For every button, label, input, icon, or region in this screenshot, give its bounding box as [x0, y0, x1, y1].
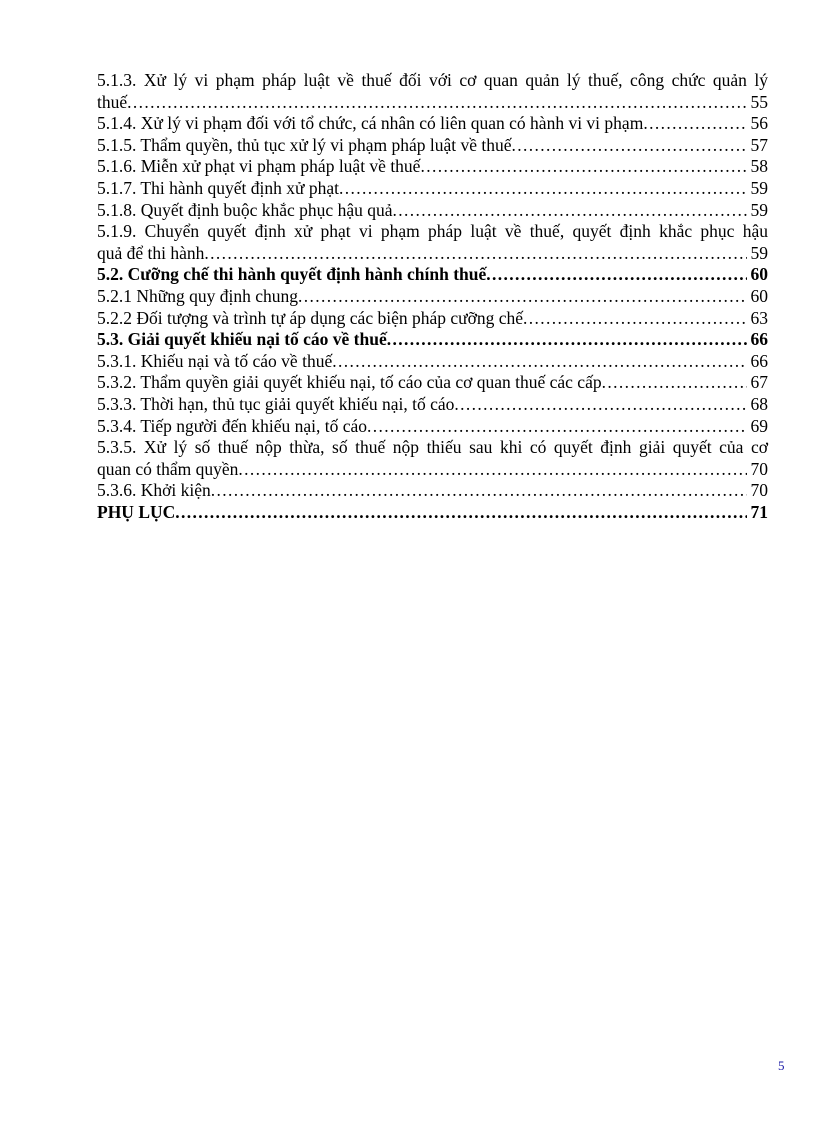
toc-entry: [97, 329, 768, 351]
toc-leader-dots: [486, 264, 747, 286]
toc-page-number: 66: [750, 350, 768, 371]
toc-entry: [97, 394, 768, 416]
toc-entry: [97, 372, 768, 394]
toc-leader-dots: [512, 135, 747, 157]
toc-entry: [97, 221, 768, 264]
toc-leader-dots: [127, 92, 747, 114]
toc-entry-text: 5.1.4. Xử lý vi phạm đối với tổ chức, cá nhân có liên quan có hành vi vi phạm: [97, 113, 644, 134]
toc-entry: [97, 113, 768, 135]
toc-page-number: 63: [750, 307, 768, 328]
toc-page-number: 70: [750, 480, 768, 501]
toc-leader-dots: [298, 286, 747, 308]
toc-entry: [97, 156, 768, 178]
toc-page-number: 55: [750, 91, 768, 112]
toc-entry-text: thuế: [97, 91, 128, 112]
toc-entry-text: 5.3.3. Thời hạn, thủ tục giải quyết khiếu nại, tố cáo: [97, 393, 455, 414]
toc-leader-dots: [602, 372, 747, 394]
toc-leader-dots: [523, 308, 747, 330]
toc-leader-dots: [238, 459, 747, 481]
toc-page-number: 67: [750, 372, 768, 393]
toc-entry-text: 5.1.6. Miễn xử phạt vi phạm pháp luật về thuế: [97, 156, 421, 177]
toc-page-number: 56: [750, 113, 768, 134]
toc-entry-text-line1: 5.1.3. Xử lý vi phạm pháp luật về thuế đối với cơ quan quản lý thuế, công chức quản lý: [97, 70, 768, 90]
toc-page-number: 57: [750, 134, 768, 155]
toc-entry-text: 5.1.7. Thi hành quyết định xử phạt: [97, 177, 339, 198]
toc-entry-text: quan có thẩm quyền: [97, 458, 239, 479]
toc-entry-text: 5.3.6. Khởi kiện: [97, 480, 211, 501]
toc-entry-text: 5.2.1 Những quy định chung: [97, 285, 299, 306]
toc-entry-text-line1: 5.1.9. Chuyển quyết định xử phạt vi phạm pháp luật về thuế, quyết định khắc phục hậu: [97, 221, 768, 242]
toc-entry-text: 5.2.2 Đối tượng và trình tự áp dụng các biện pháp cưỡng chế: [97, 307, 524, 328]
toc-leader-dots: [175, 502, 747, 524]
table-of-contents: [97, 70, 768, 523]
toc-entry-text: 5.3.4. Tiếp người đến khiếu nại, tố cáo: [97, 415, 368, 436]
toc-leader-dots: [392, 200, 747, 222]
toc-leader-dots: [204, 243, 747, 265]
toc-page-number: 70: [750, 458, 768, 479]
toc-entry-text-line1: 5.3.5. Xử lý số thuế nộp thừa, số thuế nộp thiếu sau khi có quyết định giải quyết của cơ: [97, 437, 768, 458]
toc-leader-dots: [387, 329, 747, 351]
toc-entry-text: 5.1.8. Quyết định buộc khắc phục hậu quả: [97, 199, 393, 220]
toc-entry: [97, 286, 768, 308]
toc-page-number: 59: [750, 177, 768, 198]
toc-leader-dots: [211, 480, 747, 502]
toc-leader-dots: [420, 156, 747, 178]
toc-entry-text: quả để thi hành: [97, 242, 205, 263]
toc-page-number: 69: [750, 415, 768, 436]
toc-entry: [97, 502, 768, 524]
toc-entry: [97, 416, 768, 438]
toc-leader-dots: [339, 178, 747, 200]
toc-leader-dots: [643, 113, 747, 135]
toc-leader-dots: [332, 351, 747, 373]
toc-leader-dots: [367, 416, 747, 438]
toc-entry-text: 5.2. Cưỡng chế thi hành quyết định hành chính thuế: [97, 264, 487, 285]
toc-entry: [97, 351, 768, 373]
toc-page-number: 60: [750, 264, 768, 285]
toc-entry-text: 5.3. Giải quyết khiếu nại tố cáo về thuế: [97, 329, 387, 350]
toc-entry: [97, 264, 768, 286]
toc-entry-text: 5.3.1. Khiếu nại và tố cáo về thuế: [97, 350, 333, 371]
toc-page-number: 71: [750, 501, 768, 522]
toc-entry: [97, 437, 768, 480]
toc-entry-text: PHỤ LỤC: [97, 501, 176, 522]
toc-page-number: 59: [750, 242, 768, 263]
toc-entry-text: 5.3.2. Thẩm quyền giải quyết khiếu nại, tố cáo của cơ quan thuế các cấp: [97, 372, 602, 393]
toc-entry: [97, 135, 768, 157]
toc-entry: [97, 480, 768, 502]
toc-entry-text: 5.1.5. Thẩm quyền, thủ tục xử lý vi phạm pháp luật về thuế: [97, 134, 512, 155]
toc-page-number: 68: [750, 393, 768, 414]
toc-page-number: 60: [750, 285, 768, 306]
toc-entry: [97, 70, 768, 113]
toc-page-number: 59: [750, 199, 768, 220]
toc-page-number: 58: [750, 156, 768, 177]
page-number: 5: [778, 1058, 785, 1073]
toc-entry: [97, 308, 768, 330]
toc-entry: [97, 200, 768, 222]
toc-page-number: 66: [750, 329, 768, 350]
toc-entry: [97, 178, 768, 200]
toc-leader-dots: [454, 394, 747, 416]
